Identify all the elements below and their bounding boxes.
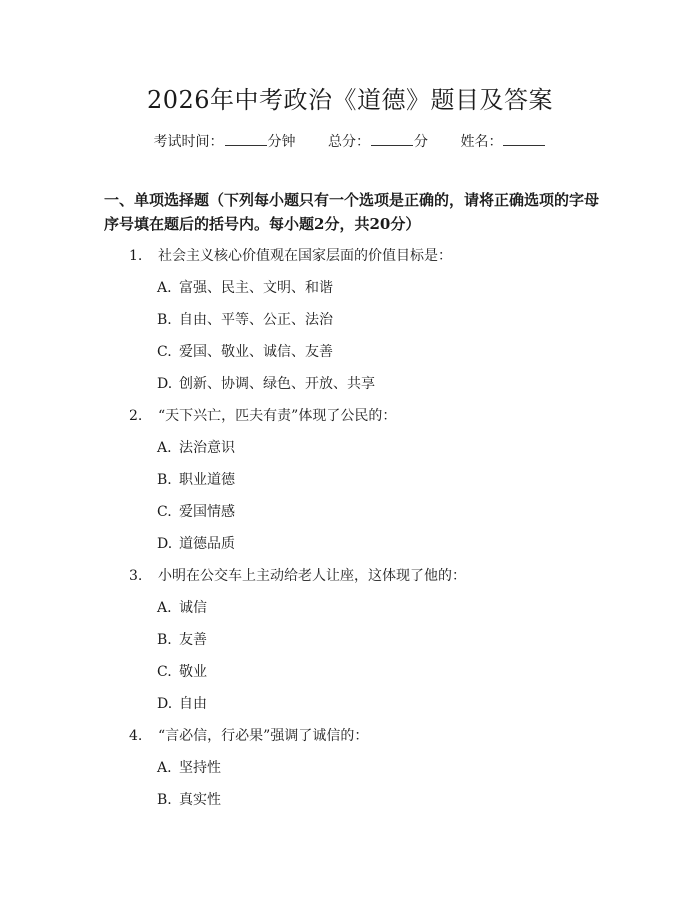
- option-letter: C.: [157, 664, 172, 680]
- question-number: 2.: [129, 408, 143, 424]
- question-number: 4.: [129, 728, 143, 744]
- option: [0, 592, 700, 624]
- option: [0, 368, 700, 400]
- question-number: 1.: [129, 248, 143, 264]
- score-blank: [371, 131, 413, 146]
- option-letter: B.: [157, 792, 172, 808]
- time-unit: 分钟: [267, 134, 296, 150]
- option-text: 诚信: [179, 600, 207, 616]
- option-letter: C.: [157, 504, 172, 520]
- option-letter: A.: [157, 440, 172, 456]
- question-text: 小明在公交车上主动给老人让座，这体现了他的：: [158, 568, 466, 584]
- option: [0, 688, 700, 720]
- question-4: [0, 720, 700, 752]
- question-1: [0, 240, 700, 272]
- option: [0, 336, 700, 368]
- option: [0, 432, 700, 464]
- time-blank: [225, 131, 267, 146]
- option-text: 爱国情感: [179, 504, 235, 520]
- option-text: 自由: [179, 696, 207, 712]
- option-letter: C.: [157, 344, 172, 360]
- question-2: [0, 400, 700, 432]
- name-label: 姓名：: [460, 134, 503, 150]
- option-letter: B.: [157, 472, 172, 488]
- question-3: [0, 560, 700, 592]
- option: [0, 304, 700, 336]
- option-text: 创新、协调、绿色、开放、共享: [179, 376, 375, 392]
- option: [0, 656, 700, 688]
- question-text: 社会主义核心价值观在国家层面的价值目标是：: [158, 248, 452, 264]
- option-text: 敬业: [179, 664, 207, 680]
- score-unit: 分: [414, 134, 428, 150]
- option: [0, 464, 700, 496]
- option-text: 自由、平等、公正、法治: [179, 312, 333, 328]
- option-text: 真实性: [179, 792, 221, 808]
- option-text: 爱国、敬业、诚信、友善: [179, 344, 333, 360]
- section-heading: 一、单项选择题（下列每小题只有一个选项是正确的，请将正确选项的字母序号填在题后的括号内。每小题2分，共20分）: [104, 191, 600, 233]
- score-label: 总分：: [328, 134, 370, 150]
- name-field: [460, 131, 546, 151]
- option-text: 道德品质: [179, 536, 235, 552]
- option-text: 富强、民主、文明、和谐: [179, 280, 333, 296]
- document-title: 2026年中考政治《道德》题目及答案: [146, 86, 554, 114]
- name-blank: [503, 131, 545, 146]
- option: [0, 784, 700, 816]
- time-label: 考试时间：: [153, 134, 224, 150]
- option: [0, 496, 700, 528]
- question-number: 3.: [129, 568, 143, 584]
- question-text: “言必信，行必果”强调了诚信的：: [158, 728, 369, 744]
- option-letter: D.: [157, 376, 173, 392]
- option-letter: B.: [157, 632, 172, 648]
- option-text: 法治意识: [179, 440, 235, 456]
- option-text: 坚持性: [179, 760, 221, 776]
- option-letter: A.: [157, 760, 172, 776]
- option: [0, 624, 700, 656]
- option-text: 友善: [179, 632, 207, 648]
- option-letter: D.: [157, 696, 173, 712]
- option-letter: A.: [157, 600, 172, 616]
- option-letter: D.: [157, 536, 173, 552]
- total-score-field: [328, 131, 428, 151]
- question-list: [0, 240, 700, 816]
- option: [0, 272, 700, 304]
- exam-time-field: [154, 131, 296, 151]
- exam-meta: [0, 131, 700, 151]
- option: [0, 528, 700, 560]
- option-letter: A.: [157, 280, 172, 296]
- option-text: 职业道德: [179, 472, 235, 488]
- question-text: “天下兴亡，匹夫有责”体现了公民的：: [158, 408, 397, 424]
- option: [0, 752, 700, 784]
- option-letter: B.: [157, 312, 172, 328]
